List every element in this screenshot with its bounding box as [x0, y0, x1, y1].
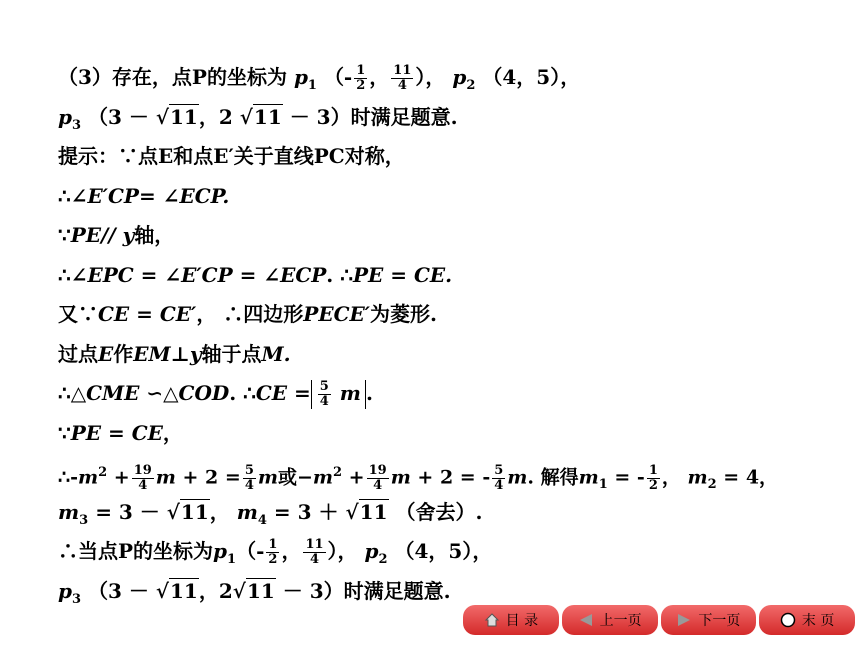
triangle-right-icon	[676, 612, 692, 628]
square-root: √11	[239, 104, 282, 129]
solution-text	[58, 58, 848, 611]
triangle-left-icon	[578, 612, 594, 628]
prev-page-button[interactable]: 上一页	[562, 605, 658, 635]
circle-icon	[780, 612, 796, 628]
text-line-3: 提示：∵点E和点E′关于直线PC对称，	[58, 144, 405, 168]
square-root: √11	[155, 104, 198, 129]
square-root: √11	[345, 499, 388, 524]
text-line-10: ∵PE = CE，	[58, 420, 183, 445]
text-line-14: $p_3$ （3 － √11，2√11 － 3）时满足题意.	[58, 572, 848, 612]
slide-navigation	[463, 605, 855, 635]
toc-button[interactable]: 目 录	[463, 605, 559, 635]
text-line-9: ∴△CME ∽△COD. ∴CE = $\frac{5}{4}$ m .	[58, 379, 373, 409]
text-line-13: ∴当点P的坐标为$p_1(-$ $\frac{1}{2}$ ， $\frac{11}{4}$ ）， $p_2$ （4，5），	[58, 537, 493, 567]
absolute-value: $\frac{5}{4}$ m	[311, 380, 366, 409]
text-line-7: 又∵CE = CE′， ∴四边形PECE′为菱形.	[58, 302, 437, 326]
text-line-8: 过点E作EM⊥y轴于点M.	[58, 341, 291, 366]
text-line-11: $\therefore-m^2$ + $\frac{19}{4}$ m + 2 = $\frac{5}{4}$ m或$-m^2$ + $\frac{19}{4}$ m + 2 = - $\frac{5}{4}$ m. 解得$m_1$ = - $\frac{1}{2}$ ， $m_2 = 4$，	[58, 462, 779, 493]
square-root: √11	[155, 578, 198, 603]
home-icon	[484, 612, 500, 628]
text-line-5: ∵PE// y轴，	[58, 223, 175, 247]
text-line-6: ∴∠EPC = ∠E′CP = ∠ECP. ∴PE = CE.	[58, 262, 453, 287]
square-root: √11	[232, 578, 275, 603]
last-page-button[interactable]: 末 页	[759, 605, 855, 635]
fraction: $\frac{11}{4}$	[393, 63, 412, 93]
square-root: √11	[166, 499, 209, 524]
text-line-2: $p_3$ （3 － √11，2 √11 － 3）时满足题意.	[58, 98, 848, 138]
fraction: $\frac{1}{2}$	[356, 63, 366, 93]
text-line-4: ∴∠E′CP= ∠ECP.	[58, 183, 230, 208]
text-line-1: （3）存在，点P的坐标为 $p_1$ （- $\frac{1}{2}$ ， $\frac{11}{4}$ ）， $p_2$ （4，5），	[58, 63, 581, 93]
next-page-button[interactable]: 下一页	[661, 605, 757, 635]
text-line-12: $m_3 = 3 - √11$， $m_4 = 3 + √11$ （舍去）.	[58, 493, 848, 533]
